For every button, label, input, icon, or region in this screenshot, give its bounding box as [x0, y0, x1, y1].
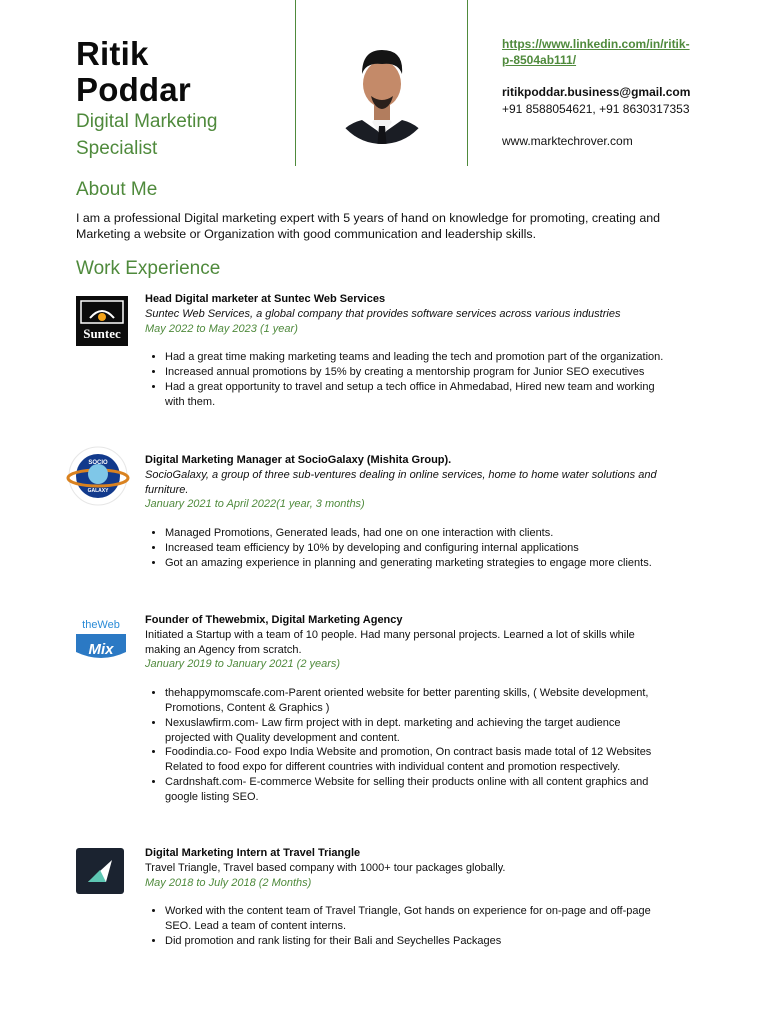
- first-name: Ritik: [76, 35, 149, 72]
- list-item: • Cardnshaft.com- E-commerce Website for selling their products online with all content graphics and google listing SEO.: [165, 775, 665, 805]
- job-title: Head Digital marketer at Suntec Web Services: [145, 293, 386, 305]
- job-dates: May 2018 to July 2018 (2 Months): [145, 876, 312, 889]
- job-description: Travel Triangle, Travel based company with 1000+ tour packages globally.: [145, 861, 506, 874]
- list-item: • Increased team efficiency by 10% by developing and configuring internal applications: [165, 541, 665, 556]
- email[interactable]: ritikpoddar.business@gmail.com: [502, 85, 691, 99]
- job-bullets: [145, 350, 665, 409]
- linkedin-line-2: p-8504ab111/: [502, 53, 577, 67]
- job-bullets: [145, 904, 665, 948]
- job-entry-2: [145, 453, 665, 571]
- job-entry-3: [145, 613, 665, 805]
- job-description: SocioGalaxy, a group of three sub-ventures dealing in online services, home to home water solutions and furniture.: [145, 468, 657, 496]
- job-entry-1: [145, 292, 665, 410]
- job-dates: January 2021 to April 2022(1 year, 3 months): [145, 498, 365, 511]
- list-item: • Had a great opportunity to travel and setup a tech office in Ahmedabad, Hired new team and working with them.: [165, 380, 665, 410]
- website[interactable]: www.marktechrover.com: [502, 134, 633, 148]
- sociogalaxy-logo: [66, 446, 130, 506]
- job-title: Digital Marketing Manager at SocioGalaxy (Mishita Group).: [145, 454, 452, 466]
- list-item: • Increased annual promotions by 15% by creating a mentorship program for Junior SEO executives: [165, 365, 665, 380]
- list-item: • Worked with the content team of Travel Triangle, Got hands on experience for on-page and off-page SEO. Lead a team of content interns.: [165, 904, 665, 934]
- traveltriangle-logo: [76, 848, 124, 894]
- list-item: • Had a great time making marketing teams and leading the tech and promotion part of the organization.: [165, 350, 665, 365]
- profile-photo: [332, 38, 432, 150]
- linkedin-link[interactable]: [502, 36, 732, 68]
- role-line-2: Specialist: [76, 138, 158, 159]
- job-dates: May 2022 to May 2023 (1 year): [145, 322, 298, 335]
- suntec-logo-text: Suntec: [83, 326, 121, 341]
- list-item: • Foodindia.co- Food expo India Website and promotion, On contract basis made total of 12 Websites Related to food expo for different countries with individual content and promotion respectively.: [165, 745, 665, 775]
- linkedin-line-1: https://www.linkedin.com/in/ritik-: [502, 37, 690, 51]
- job-bullets: [145, 526, 665, 570]
- job-dates: January 2019 to January 2021 (2 years): [145, 658, 341, 671]
- job-description: Suntec Web Services, a global company that provides software services across various industries: [145, 307, 621, 320]
- list-item: • thehappymomscafe.com-Parent oriented website for better parenting skills, ( Website development, Promotions, Content & Graphics ): [165, 686, 665, 716]
- list-item: • Got an amazing experience in planning and generating marketing strategies to engage more clients.: [165, 556, 665, 571]
- list-item: • Managed Promotions, Generated leads, had one on one interaction with clients.: [165, 526, 665, 541]
- candidate-name: [76, 36, 191, 108]
- job-description: Initiated a Startup with a team of 10 people. Had many personal projects. Learned a lot of skills while making an Agency from scratch.: [145, 628, 635, 656]
- role-line-1: Digital Marketing: [76, 111, 218, 132]
- list-item: • Did promotion and rank listing for their Bali and Seychelles Packages: [165, 934, 665, 949]
- job-title: Digital Marketing Intern at Travel Triangle: [145, 847, 361, 859]
- job-entry-4: [145, 846, 665, 949]
- about-text: I am a professional Digital marketing expert with 5 years of hand on knowledge for promoting, creating and Marketing a website or Organization with good communication and leadership skills.: [76, 211, 661, 241]
- divider-right: [467, 0, 468, 166]
- work-heading: Work Experience: [76, 258, 221, 279]
- thewebmix-logo-top: theWeb: [82, 619, 120, 631]
- last-name: Poddar: [76, 71, 191, 108]
- about-heading: About Me: [76, 179, 158, 200]
- suntec-logo: [76, 296, 128, 346]
- phone: +91 8588054621, +91 8630317353: [502, 102, 690, 116]
- thewebmix-logo: [76, 614, 126, 662]
- list-item: • Nexuslawfirm.com- Law firm project with in dept. marketing and achieving the target audience projected with Quality development and content.: [165, 716, 665, 746]
- job-title: Founder of Thewebmix, Digital Marketing Agency: [145, 614, 403, 626]
- job-bullets: [145, 686, 665, 804]
- sociogalaxy-logo-bottom: GALAXY: [87, 488, 109, 494]
- thewebmix-logo-bottom: Mix: [88, 641, 114, 658]
- job-role: [76, 108, 218, 162]
- divider-left: [295, 0, 296, 166]
- sociogalaxy-logo-top: SOCIO: [88, 460, 108, 466]
